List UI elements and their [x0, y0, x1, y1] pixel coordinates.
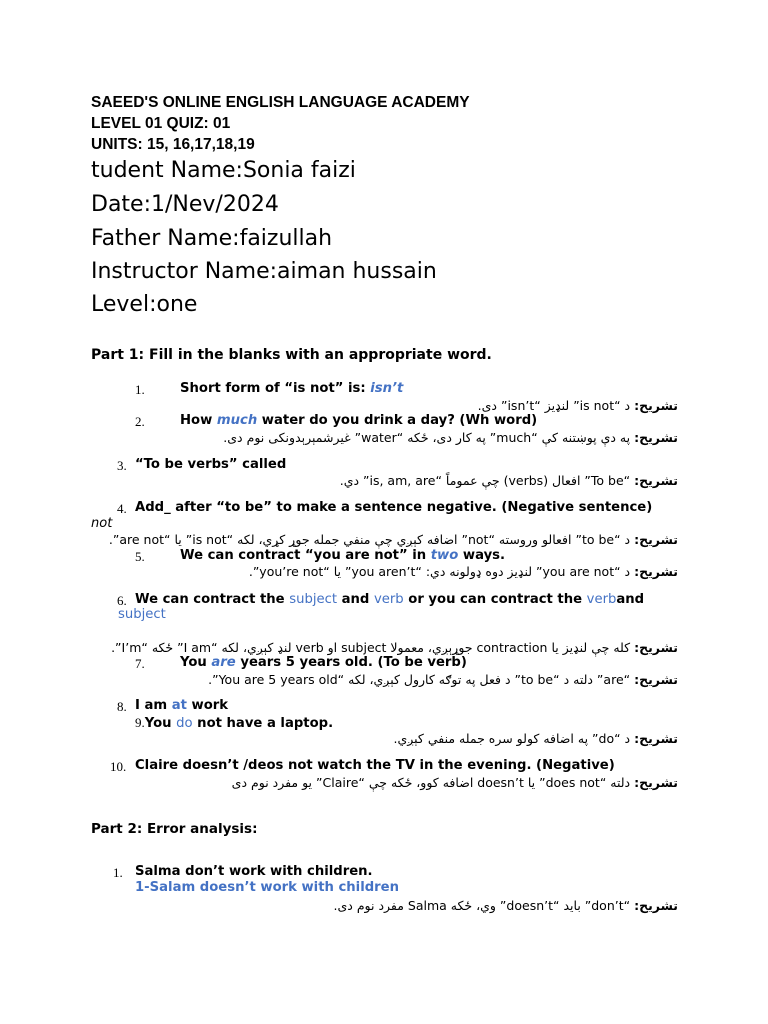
q5-number: 5.: [135, 549, 145, 564]
q7-question: You are years 5 years old. (To be verb): [180, 655, 467, 670]
p2-q1-question: Salma don’t work with children.: [135, 864, 373, 879]
q6-explanation: تشریح: کله چې لنډیز یا contraction جوړېږي، معمولا subject او verb لنډ کېږي، لکه “I am” ځکه “I’m”.: [111, 640, 678, 655]
q10-explanation: تشریح: دلته “does not” یا doesn’t اضافه کوو، ځکه چې “Claire” یو مفرد نوم دی: [231, 775, 678, 790]
q2-number: 2.: [135, 414, 145, 429]
q5-question: We can contract “you are not” in two ways.: [180, 548, 506, 563]
q1-explanation: تشریح: د “is not” لنډیز “isn’t” دی.: [477, 398, 678, 413]
q9-question: 9.You do not have a laptop.: [135, 715, 334, 731]
q4-answer: not: [91, 516, 113, 531]
q4-explanation: تشریح: د “to be” افعالو وروسته “not” اضافه کېږي چې منفي جمله جوړ کړي، لکه “is not” یا “are not”.: [108, 532, 678, 547]
q6-question: We can contract the subject and verb or you can contract the verband: [135, 592, 645, 607]
q5-explanation: تشریح: د “you are not” لنډیز دوه ډولونه دي: “you aren’t” یا “you’re not”.: [248, 564, 678, 579]
q8-question: I am at work: [135, 698, 229, 713]
q6-answer-verb-2: verb: [586, 592, 617, 607]
q3-number: 3.: [117, 458, 127, 473]
academy-title: SAEED'S ONLINE ENGLISH LANGUAGE ACADEMY: [91, 94, 470, 111]
q8-answer: at: [171, 698, 187, 713]
q3-question: “To be verbs” called: [135, 457, 287, 472]
q8-number: 8.: [117, 699, 127, 714]
q3-explanation: تشریح: “To be” افعال (verbs) چې عموماً “is, am, are” دي.: [339, 473, 678, 488]
q9-explanation: تشریح: د “do” په اضافه کولو سره جمله منفي کېږي.: [393, 731, 678, 746]
q9-number: 9.: [135, 715, 145, 730]
q5-answer: two: [430, 548, 459, 563]
q6-answer-subject-2: subject: [118, 607, 166, 622]
q1-number: 1.: [135, 382, 145, 397]
part1-title: Part 1: Fill in the blanks with an appropriate word.: [91, 347, 492, 363]
q6-answer-verb: verb: [373, 592, 404, 607]
p2-q1-answer: 1-Salam doesn’t work with children: [135, 880, 400, 895]
p2-q1-number: 1.: [113, 865, 123, 880]
instructor-name: Instructor Name:aiman hussain: [91, 259, 437, 284]
level-line: Level:one: [91, 292, 198, 317]
q2-explanation: تشریح: په دې پوښتنه کې “much” په کار دی، ځکه “water” غیرشمېرېدونکی نوم دی.: [223, 430, 678, 445]
q6-number: 6.: [117, 593, 127, 608]
q7-answer: are: [211, 655, 236, 670]
q7-explanation: تشریح: “are” دلته د “to be” د فعل په توګه کارول کېږي، لکه “You are 5 years old”.: [208, 672, 678, 687]
q10-question: Claire doesn’t /deos not watch the TV in the evening. (Negative): [135, 758, 615, 773]
q1-answer: isn’t: [370, 381, 404, 396]
q6-answer-subject: subject: [289, 592, 338, 607]
q10-number: 10.: [110, 759, 127, 774]
date-line: Date:1/Nev/2024: [91, 192, 279, 217]
q2-answer: much: [216, 413, 258, 428]
q4-question: Add_ after “to be” to make a sentence negative. (Negative sentence): [135, 500, 653, 515]
p2-q1-explanation: تشریح: “don’t” باید “doesn’t” وي، ځکه Salma مفرد نوم دی.: [333, 898, 678, 913]
father-name: Father Name:faizullah: [91, 226, 333, 251]
part2-title: Part 2: Error analysis:: [91, 821, 258, 837]
q2-question: How much water do you drink a day? (Wh word): [180, 413, 538, 428]
quiz-title: LEVEL 01 QUIZ: 01: [91, 115, 231, 132]
q7-number: 7.: [135, 656, 145, 671]
q1-question: Short form of “is not” is: isn’t: [180, 381, 404, 396]
q9-answer: do: [176, 716, 193, 731]
student-name: tudent Name:Sonia faizi: [91, 158, 356, 183]
q4-number: 4.: [117, 501, 127, 516]
units-line: UNITS: 15, 16,17,18,19: [91, 136, 255, 153]
